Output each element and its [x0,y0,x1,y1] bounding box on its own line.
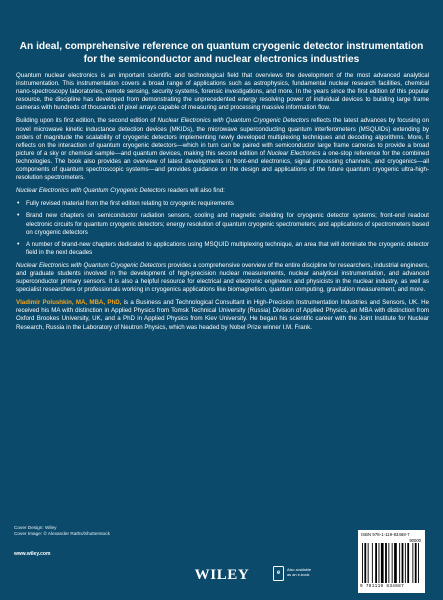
cover-design-credit: Cover Design: Wiley [14,525,57,530]
cover-image-credit: Cover Image: © Alexander Raths/Shutterstock [14,531,110,537]
book-title-italic: Nuclear Electronics [267,149,321,157]
list-item: • A number of brand-new chapters dedicated to applications using MSQUID multiplexing technique, an area that will dominate the cryogenic detector field in the next decades [16,241,429,257]
price-code: 90000 [409,538,421,543]
book-title-italic: Nuclear Electronics with Quantum Cryogenic Detectors [16,261,167,269]
isbn-text: ISBN 978-1-119-83468-7 [361,532,410,537]
ebook-badge [273,562,333,584]
cover-credits [14,525,110,538]
book-title-italic: Nuclear Electronics with Quantum Cryogenic Detectors [157,117,310,125]
ebook-icon: e [273,566,284,581]
description-paragraph-2: Building upon its first edition, the second edition of Nuclear Electronics with Quantum Cryogenic Detectors reflects the latest advances by focusing on novel microwave kinetic inductance detection devices (MKIDs), the microwave superconducting quantum interferometers (MSQUIDs) extending by orders of magnitude the scalability of cryogenic detectors implementing newly developed multiplexing techniques and decoding algorithms. More, it reflects on the interaction of quantum cryogenic detectors—which in turn can be paired with semiconductor large frame cameras to provide a broad picture of a sky or chemical sample—and quantum devices, making this second edition of Nuclear Electronics a one-stop reference for the combined technologies. The book also provides an overview of latest developments in front-end electronics, signal processing channels, and cryogenics—all components of quantum spectroscopic systems—and provides guidance on the design and applications of the future quantum cryogenic ultra-high-resolution spectrometers. [16,117,429,182]
wiley-logo: WILEY [194,567,250,583]
barcode-digits: 9 781119 834687 [360,584,405,589]
isbn-barcode [358,530,425,593]
description-paragraph-1: Quantum nuclear electronics is an important scientific and technological field that overviews the development of the most advanced analytical instrumentation. This instrumentation covers a broad range of applications such as astrophysics, fundamental nuclear research facilities, chemical nano-spectroscopy laboratories, remote sensing, security systems, forensic investigations, and more. In the years since the first edition of this popular resource, the discipline has developed from demonstrating the unprecedented energy resolving power of individual devices to building large frame cameras with hundreds of thousands of pixel arrays capable of measuring and processing massive information flow. [16,72,429,112]
author-bio: Vladimir Polushkin, MA, MBA, PhD, is a Business and Technological Consultant in High-Precision Instrumentation Industries and Sensors, UK. He received his MA with distinction in Applied Physics from Tomsk Technical University (Russia) Division of Applied Physics, an MBA with distinction from Oxford Brookes University, UK, and a PhD in Applied Physics from Kiev University. He began his scientific career with the Joint Institute for Nuclear Research, Russia in the Laboratory of Neutron Physics, which was headed by Nobel Prize winner I.M. Frank. [16,299,429,331]
publisher-website[interactable]: www.wiley.com [14,551,51,557]
ebook-label-line1: Also available [287,567,312,573]
book-title-italic: Nuclear Electronics with Quantum Cryogenic Detectors [16,187,166,195]
list-item: • Brand new chapters on semiconductor radiation sensors, cooling and magnetic shielding for cryogenic detector systems; front-end readout electronic circuits for quantum cryogenic detectors; energy resolution of quantum cryogenic spectrometers; and applications of spectrometers based on cryogenic detectors [16,212,429,236]
barcode-bars [362,543,421,583]
features-list [16,200,429,257]
back-cover-headline: An ideal, comprehensive reference on quantum cryogenic detector instrumentation for the semiconductor and nuclear electronics industries [19,41,424,65]
ebook-label-line2: as an e-book [287,572,310,577]
features-intro: Nuclear Electronics with Quantum Cryogenic Detectors readers will also find: [16,187,225,195]
author-name: Vladimir Polushkin, MA, MBA, PhD, [16,299,122,307]
list-item: • Fully revised material from the first edition relating to cryogenic requirements [16,200,429,208]
description-paragraph-audience: Nuclear Electronics with Quantum Cryogenic Detectors provides a comprehensive overview of the entire discipline for researchers, industrial engineers, and graduate students involved in the development of high-precision nuclear measurements, nuclear analytical instrumentation, and advanced superconductor primary sensors. It is also a helpful resource for electrical and electronic engineers and physicists in the nuclear industry, as well as specialist researchers or professionals working in cryogenics applications like biomagnetism, quantum computing, gravitation measurement, and more. [16,261,429,294]
description-body [16,72,429,337]
